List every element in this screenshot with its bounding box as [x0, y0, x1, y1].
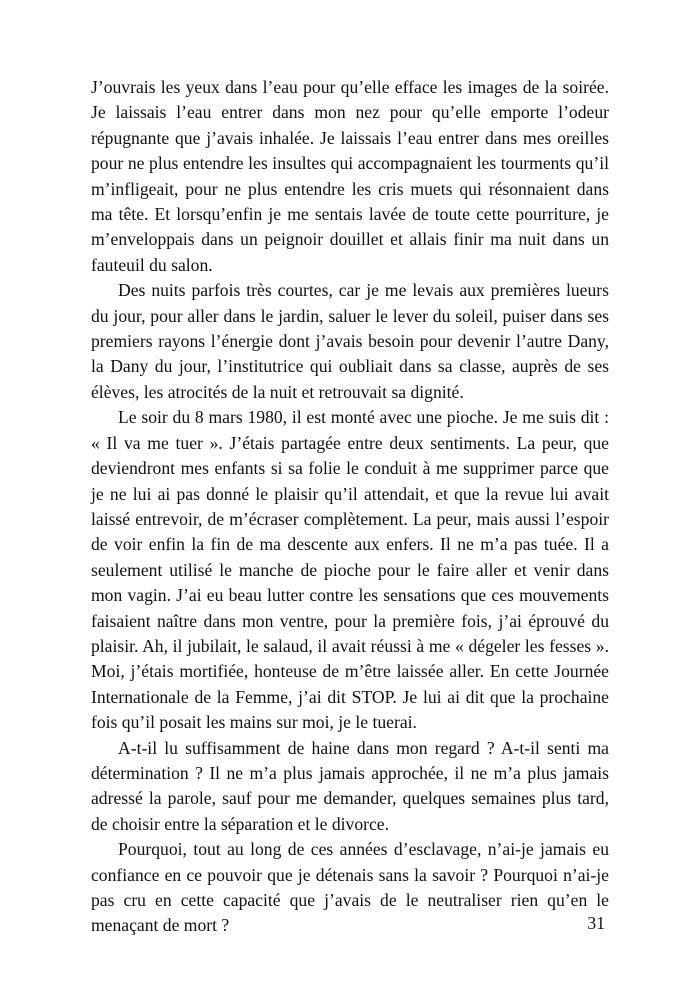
- paragraph-2: Des nuits parfois très courtes, car je me levais aux premières lueurs du jour, pour aller dans le jardin, saluer le lever du soleil, puiser dans ses premiers rayons l’énergie dont j’avais besoin pour devenir l’autre Dany, la Dany du jour, l’institutrice qui oubliait dans sa classe, auprès de ses élèves, les atrocités de la nuit et retrouvait sa dignité.: [91, 280, 609, 402]
- paragraph-5: Pourquoi, tout au long de ces années d’esclavage, n’ai-je jamais eu confiance en ce pouvoir que je détenais sans la savoir ? Pourquoi n’ai-je pas cru en cette capacité que j’avais de le neutraliser rien qu’en le menaçant de mort ?: [91, 839, 609, 936]
- paragraph-4: A-t-il lu suffisamment de haine dans mon regard ? A-t-il senti ma détermination ? Il ne m’a plus jamais approchée, il ne m’a plus jamais adressé la parole, sauf pour me demander, quelques semaines plus tard, de choisir entre la séparation et le divorce.: [91, 737, 609, 834]
- body-text: [91, 75, 609, 939]
- paragraph-3: Le soir du 8 mars 1980, il est monté avec une pioche. Je me suis dit : « Il va me tuer ». J’étais partagée entre deux sentiments. La peur, que deviendront mes enfants si sa folie le conduit à me supprimer parce que je ne lui ai pas donné le plaisir qu’il attendait, et que la revue lui avait laissé entrevoir, de m’écraser complètement. La peur, mais aussi l’espoir de voir enfin la fin de ma descente aux enfers. Il ne m’a pas tuée. Il a seulement utilisé le manche de pioche pour le faire aller et venir dans mon vagin. J’ai eu beau lutter contre les sensations que ces mouvements faisaient naître dans mon ventre, pour la première fois, j’ai éprouvé du plaisir. Ah, il jubilait, le salaud, il avait réussi à me « dégeler les fesses ». Moi, j’étais mortifiée, honteuse de m’être laissée aller. En cette Journée Internationale de la Femme, j’ai dit STOP. Je lui ai dit que la prochaine fois qu’il posait les mains sur moi, je le tuerai.: [91, 407, 609, 733]
- page-number: 31: [587, 913, 605, 933]
- paragraph-1: J’ouvrais les yeux dans l’eau pour qu’elle efface les images de la soirée. Je laissais l’eau entrer dans mon nez pour qu’elle emporte l’odeur répugnante que j’avais inhalée. Je laissais l’eau entrer dans mes oreilles pour ne plus entendre les insultes qui accompagnaient les tourments qu’il m’infligeait, pour ne plus entendre les cris muets qui résonnaient dans ma tête. Et lorsqu’enfin je me sentais lavée de toute cette pourriture, je m’enveloppais dans un peignoir douillet et allais finir ma nuit dans un fauteuil du salon.: [91, 77, 609, 275]
